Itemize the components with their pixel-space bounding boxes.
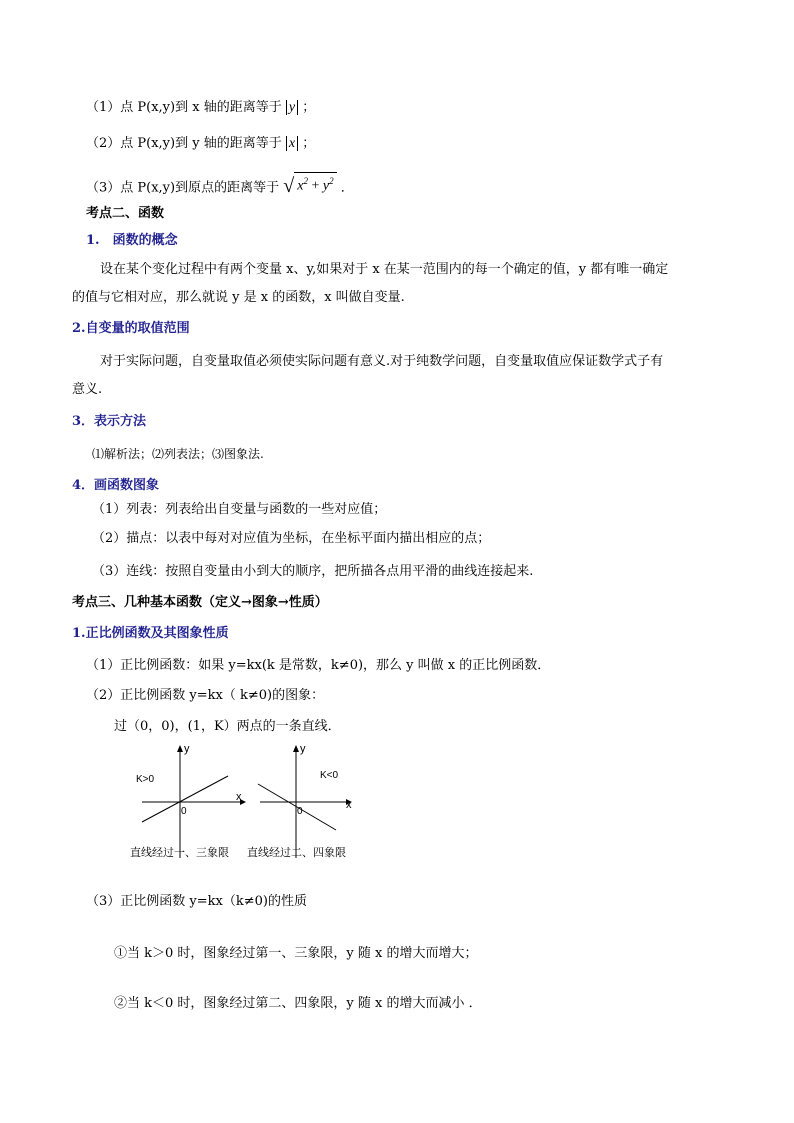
distance-origin-end: ．: [340, 180, 354, 196]
y-axis-arrow-right-icon: [293, 745, 299, 752]
step-make-table: （1）列表：列表给出自变量与函数的一些对应值；: [92, 502, 387, 517]
graph-k-negative: [247, 743, 352, 859]
heading-direct-proportion: 1.正比例函数及其图象性质: [72, 626, 229, 641]
label-k-positive: K>0: [136, 774, 155, 785]
label-k-negative: K<0: [320, 770, 339, 781]
distance-origin-text: （3）点 P(x,y)到原点的距离等于: [86, 180, 280, 196]
caption-right: 直线经过二、四象限: [247, 847, 346, 859]
sqrt-base-x: x: [297, 178, 304, 194]
sqrt-formula: [283, 172, 336, 195]
abs-y-formula: y: [286, 100, 298, 115]
graph-description: （2）正比例函数 y=kx（ k≠0)的图象：: [86, 688, 325, 703]
paragraph-domain-1: 对于实际问题，自变量取值必须使实际问题有意义.对于纯数学问题，自变量取值应保证数学式子有: [100, 354, 664, 369]
distance-x-axis-text: （1）点 P(x,y)到 x 轴的距离等于: [86, 100, 282, 115]
radical-sign-icon: √: [283, 174, 295, 197]
sqrt-base-y: y: [322, 178, 330, 194]
section-2-title: 考点二、函数: [86, 206, 165, 221]
distance-y-axis-end: ；: [302, 136, 316, 151]
distance-origin-line: [86, 172, 354, 199]
heading-draw-graph: 4．画函数图象: [72, 478, 160, 493]
sqrt-exp-y: 2: [329, 176, 334, 186]
paragraph-domain-2: 意义.: [72, 382, 103, 397]
properties-heading: （3）正比例函数 y=kx（k≠0)的性质: [86, 894, 307, 909]
distance-y-axis-line: [86, 136, 315, 152]
heading-function-concept: 1. 函数的概念: [86, 233, 178, 248]
sqrt-plus: +: [307, 178, 323, 194]
origin-label-right: 0: [297, 806, 303, 817]
section-3-title: 考点三、几种基本函数（定义→图象→性质）: [72, 595, 328, 610]
step-connect-points: （3）连线：按照自变量由小到大的顺序，把所描各点用平滑的曲线连接起来.: [92, 564, 534, 579]
heading-representation: 3．表示方法: [72, 414, 147, 429]
caption-left: 直线经过一、三象限: [130, 847, 229, 859]
x-label-left: x: [236, 791, 242, 803]
paragraph-function-concept-2: 的值与它相对应，那么就说 y 是 x 的函数，x 叫做自变量.: [72, 290, 405, 305]
sqrt-exp-x: 2: [303, 176, 308, 186]
direct-proportion-figure: [130, 740, 370, 865]
y-label-right: y: [300, 743, 306, 755]
abs-x-formula: x: [286, 136, 298, 151]
step-plot-points: （2）描点：以表中每对对应值为坐标，在坐标平面内描出相应的点；: [92, 531, 491, 546]
property-k-positive: ①当 k＞0 时，图象经过第一、三象限，y 随 x 的增大而增大；: [114, 946, 478, 961]
paragraph-representation: ⑴解析法；⑵列表法；⑶图象法.: [92, 447, 264, 461]
distance-x-axis-end: ；: [302, 100, 316, 115]
y-axis-arrow-left-icon: [177, 745, 183, 752]
distance-x-axis-line: [86, 100, 315, 116]
definition-direct-proportion: （1）正比例函数：如果 y=kx(k 是常数，k≠0)，那么 y 叫做 x 的正比例函数．: [86, 658, 551, 673]
origin-label-left: 0: [181, 806, 187, 817]
heading-domain: 2.自变量的取值范围: [72, 321, 190, 336]
paragraph-function-concept-1: 设在某个变化过程中有两个变量 x、y,如果对于 x 在某一范围内的每一个确定的值，y 都有唯一确定: [100, 262, 669, 277]
x-label-right: x: [346, 799, 352, 811]
distance-y-axis-text: （2）点 P(x,y)到 y 轴的距离等于: [86, 136, 282, 151]
property-k-negative: ②当 k＜0 时，图象经过第二、四象限，y 随 x 的增大而减小 ．: [114, 996, 482, 1011]
graph-two-points: 过（0，0)，(1，K）两点的一条直线．: [114, 719, 341, 734]
y-label-left: y: [184, 743, 190, 755]
graph-k-positive: [130, 743, 246, 859]
